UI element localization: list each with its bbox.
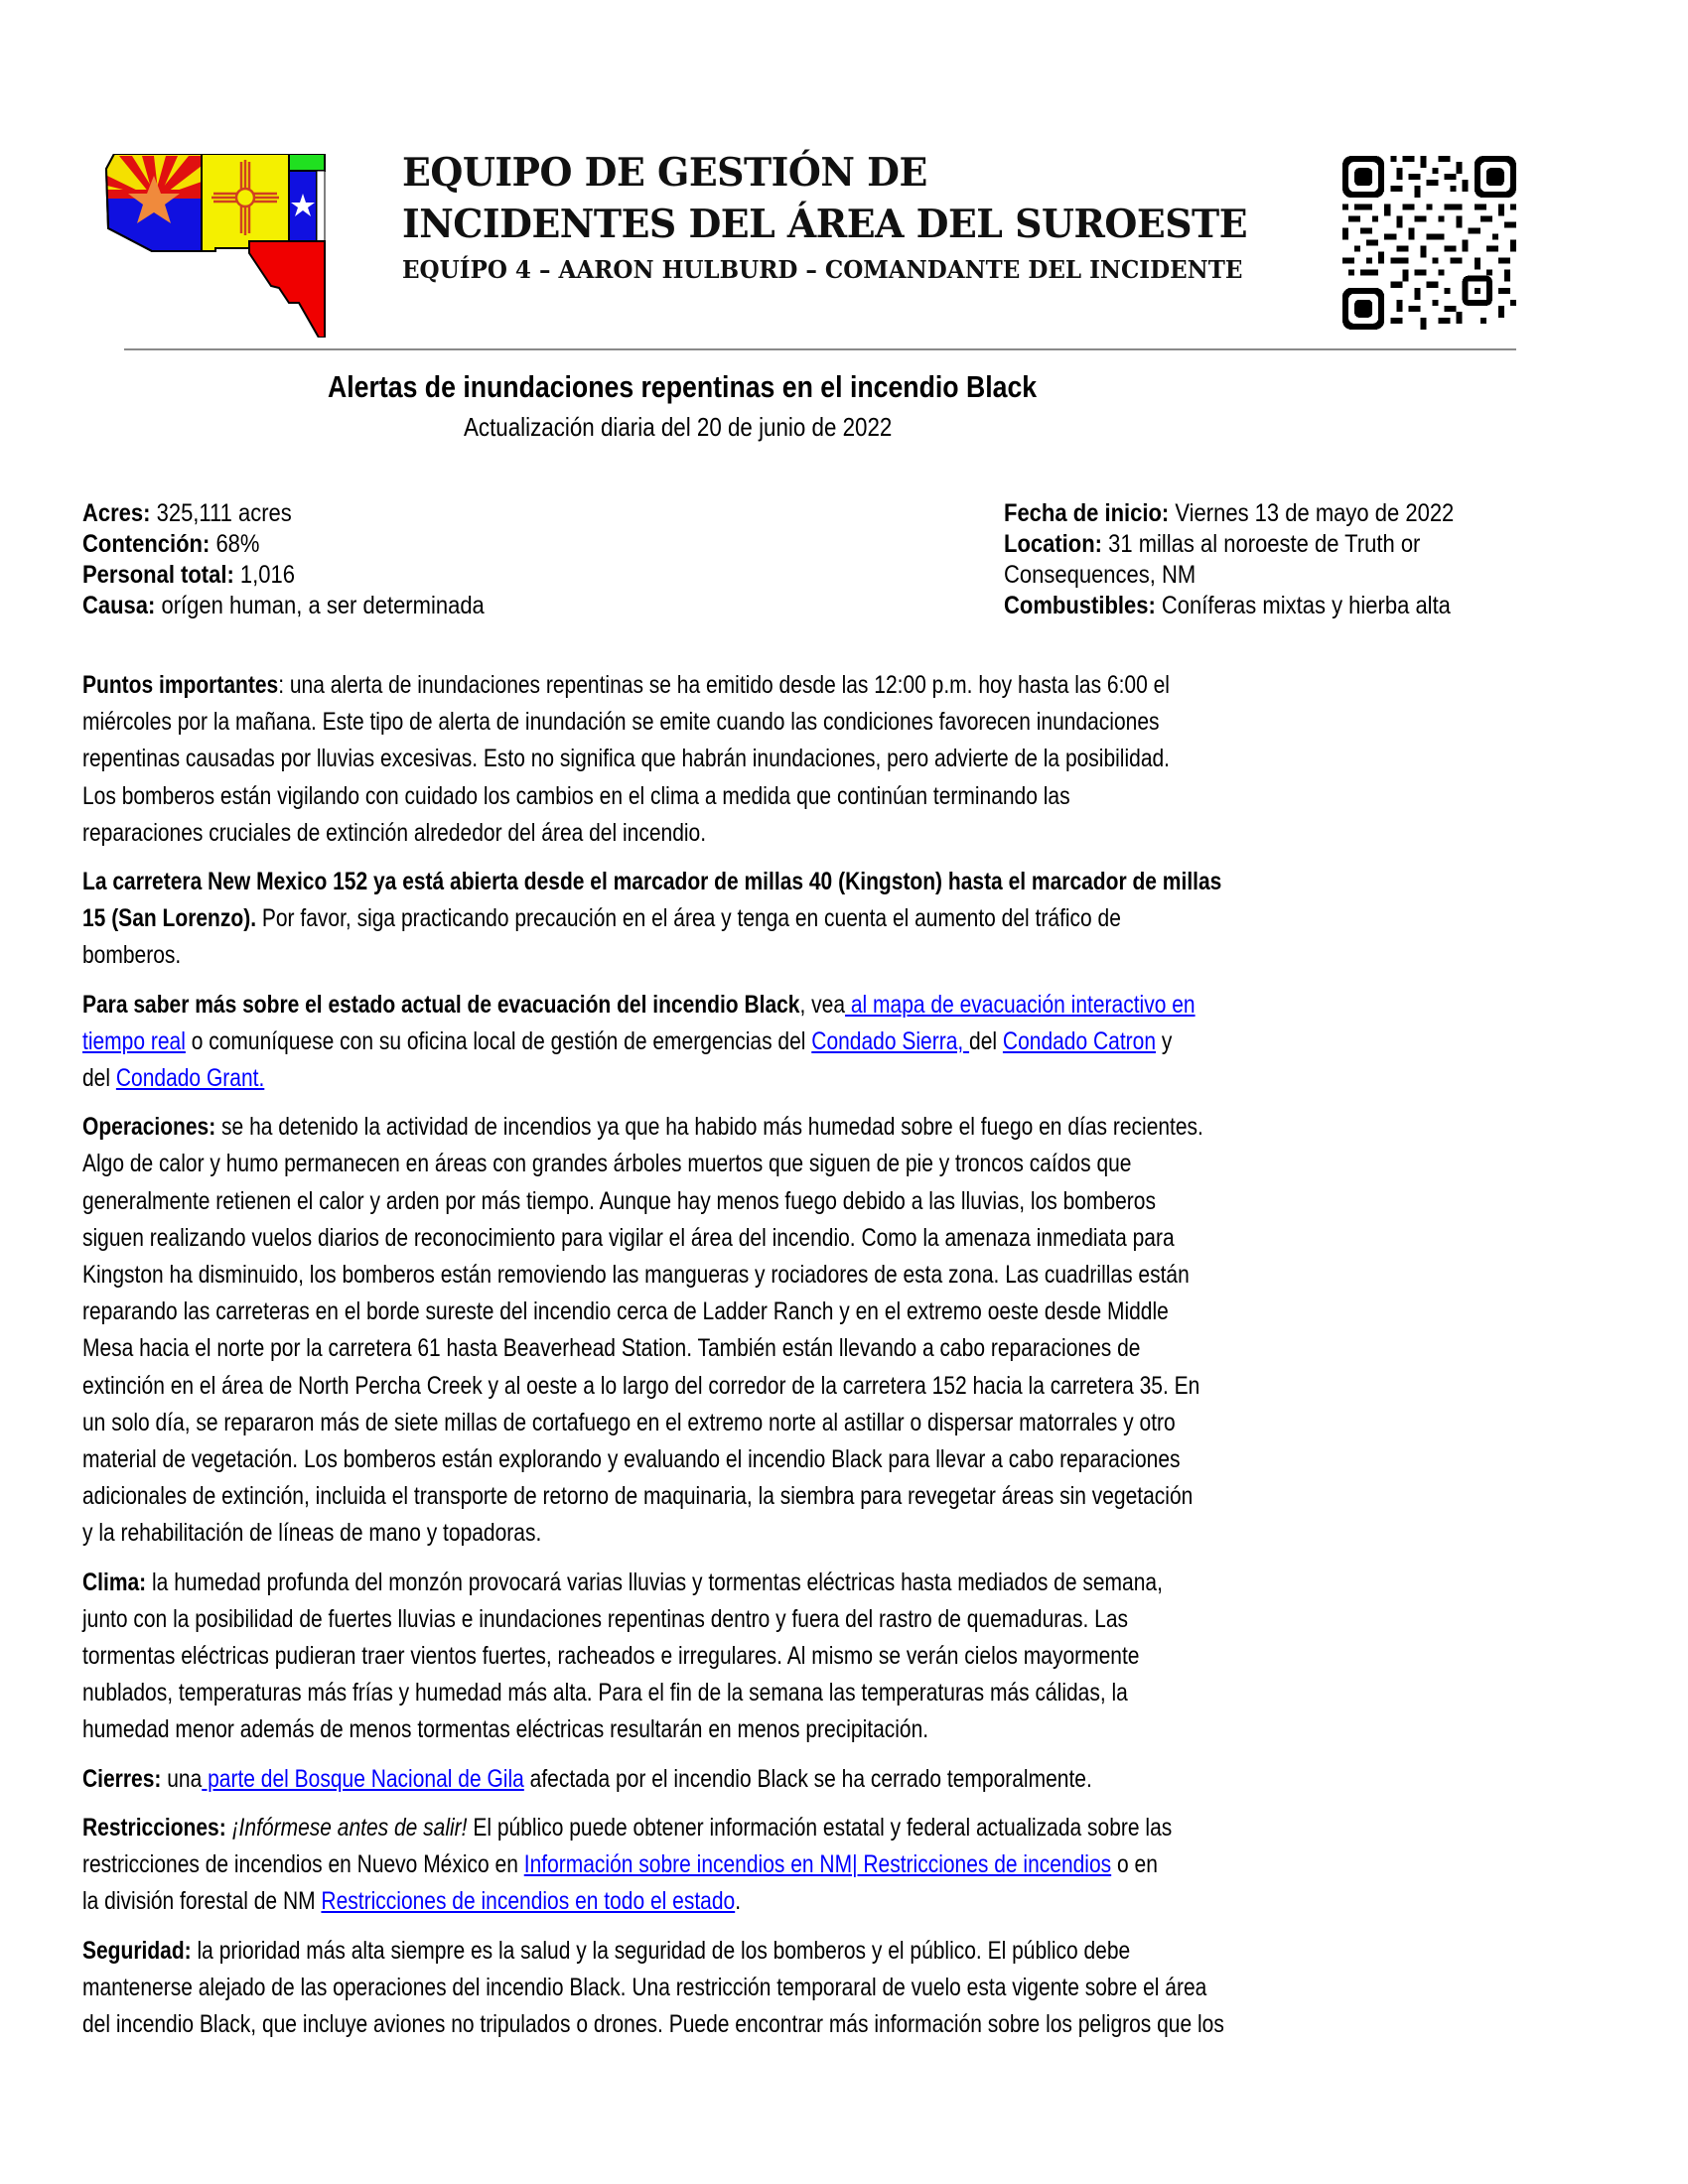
para-operations [82, 1109, 1688, 1552]
text-line: reparando las carreteras en el borde sureste del incendio cerca de Ladder Ranch y en el extremo oeste desde Middle [82, 1297, 1169, 1326]
org-name-line2: INCIDENTES DEL ÁREA DEL SUROESTE [402, 202, 1248, 247]
text-line: Kingston ha disminuido, los bomberos están removiendo las mangueras y rociadores de esta zona. Las cuadrillas están [82, 1261, 1190, 1290]
header-divider [124, 348, 1516, 350]
text-line: repentinas causadas por lluvias excesivas. Esto no significa que habrán inundaciones, pero advierte de la posibilidad. [82, 745, 1171, 773]
text-line: junto con la posibilidad de fuertes lluvias e inundaciones repentinas dentro y fuera del rastro de quemaduras. Las [82, 1604, 1129, 1633]
text-line: reparaciones cruciales de extinción alrededor del área del incendio. [82, 818, 707, 847]
page-subtitle: Actualización diaria del 20 de junio de 2022 [464, 412, 893, 442]
para-restrictions [82, 1810, 1688, 1921]
fact-value: 68% [210, 530, 260, 558]
bold-text: 15 (San Lorenzo). [82, 904, 257, 933]
fact-location [1004, 529, 1510, 560]
text-line: del incendio Black, que incluye aviones no tripulados o drones. Puede encontrar más información sobre los peligros que los [82, 2009, 1224, 2038]
text-line: material de vegetación. Los bomberos están explorando y evaluando el incendio Black para llevar a cabo reparaciones [82, 1445, 1181, 1474]
fact-personnel [82, 560, 607, 591]
fact-label: Personal total: [82, 561, 234, 589]
text-line: una [161, 1764, 203, 1793]
text-line: del [969, 1026, 1003, 1055]
fact-value: 325,111 acres [150, 499, 292, 527]
grant-county-link[interactable]: Condado Grant. [115, 1064, 265, 1093]
text-line: Algo de calor y humo permanecen en áreas con grandes árboles muertos que siguen de pie y troncos caídos que [82, 1150, 1132, 1178]
text-line: y la rehabilitación de líneas de mano y topadoras. [82, 1519, 542, 1548]
fire-facts-left [82, 498, 678, 621]
text-line: El público puede obtener información estatal y federal actualizada sobre las [467, 1813, 1173, 1842]
para-closures [82, 1761, 1688, 1798]
text-line: humedad menor además de menos tormentas eléctricas resultarán en menos precipitación. [82, 1715, 929, 1744]
text-line: restricciones de incendios en Nuevo México en [82, 1850, 524, 1879]
org-name-line1: EQUIPO DE GESTIÓN DE [402, 150, 927, 196]
text-line: Mesa hacia el norte por la carretera 61 hasta Beaverhead Station. También están llevando a cabo reparaciones de [82, 1334, 1141, 1363]
para-highlights [82, 667, 1688, 852]
text-line: o en [1111, 1850, 1158, 1879]
text-line: generalmente retienen el calor y arden por más tiempo. Aunque hay menos fuego debido a las lluvias, los bomberos [82, 1186, 1156, 1215]
text-line: Los bomberos están vigilando con cuidado los cambios en el clima a medida que continúan terminando las [82, 781, 1070, 810]
fact-cause [82, 591, 607, 621]
fact-value: 31 millas al noroeste de Truth or [1102, 530, 1421, 558]
text-line: miércoles por la mañana. Este tipo de alerta de inundación se emite cuando las condiciones favorecen inundaciones [82, 708, 1160, 737]
text-line: bomberos. [82, 941, 182, 970]
text-line: la prioridad más alta siempre es la salud y la seguridad de los bomberos y el público. El público debe [191, 1936, 1131, 1965]
text-line: y [1156, 1026, 1173, 1055]
text-line: , vea [799, 990, 846, 1019]
fact-value: Coníferas mixtas y hierba alta [1155, 592, 1451, 619]
fact-label: Acres: [82, 499, 151, 527]
fact-value: Viernes 13 de mayo de 2022 [1169, 499, 1455, 527]
fact-label: Location: [1004, 530, 1102, 558]
gila-forest-link[interactable]: parte del Bosque Nacional de Gila [202, 1764, 524, 1793]
text-line: extinción en el área de North Percha Creek y al oeste a lo largo del corredor de la carretera 152 hacia la carretera 35. En [82, 1371, 1200, 1400]
fact-value: orígen human, a ser determinada [155, 592, 485, 619]
text-line: un solo día, se repararon más de siete millas de cortafuego en el extremo norte al astillar o dispersar matorrales y otro [82, 1408, 1176, 1436]
fact-location-cont [1004, 560, 1510, 591]
para-safety [82, 1933, 1688, 2044]
southwest-states-flags-logo [104, 154, 352, 338]
fact-fuels [1004, 591, 1510, 621]
section-label: Operaciones: [82, 1113, 216, 1142]
section-label: Puntos importantes [82, 671, 279, 699]
text-line: se ha detenido la actividad de incendios ya que ha habido más humedad sobre el fuego en días recientes. [215, 1113, 1203, 1142]
fact-label: Fecha de inicio: [1004, 499, 1170, 527]
text-line: : una alerta de inundaciones repentinas se ha emitido desde las 12:00 p.m. hoy hasta las 6:00 el [278, 671, 1170, 699]
para-evacuation [82, 987, 1688, 1098]
section-label: Cierres: [82, 1764, 162, 1793]
fact-label: Causa: [82, 592, 156, 619]
fact-containment [82, 529, 607, 560]
document-body [82, 667, 1688, 2055]
header-block [402, 147, 1278, 290]
text-line: . [735, 1887, 742, 1916]
italic-text: ¡Infórmese antes de salir! [225, 1813, 468, 1842]
text-line: Por favor, siga practicando precaución en el área y tenga en cuenta el aumento del tráfico de [256, 904, 1121, 933]
fire-facts-right [1004, 498, 1580, 621]
evacuation-map-link-cont[interactable]: tiempo real [82, 1026, 186, 1055]
nm-fire-info-link[interactable]: Información sobre incendios en NM| Restricciones de incendios [523, 1850, 1112, 1879]
statewide-restrictions-link[interactable]: Restricciones de incendios en todo el estado [321, 1887, 736, 1916]
text-line: adicionales de extinción, incluida el transporte de retorno de maquinaria, la siembra para revegetar áreas sin vegetación [82, 1482, 1194, 1511]
fact-value: Consequences, NM [1004, 561, 1196, 589]
section-label: Clima: [82, 1568, 147, 1596]
page-title: Alertas de inundaciones repentinas en el incendio Black [328, 369, 1038, 404]
fact-label: Contención: [82, 530, 211, 558]
text-line: la humedad profunda del monzón provocará varias lluvias y tormentas eléctricas hasta mediados de semana, [146, 1568, 1163, 1596]
text-line: tormentas eléctricas pudieran traer vientos fuertes, racheados e irregulares. Al mismo se verán cielos mayormente [82, 1642, 1140, 1671]
fact-label: Combustibles: [1004, 592, 1156, 619]
section-label: Seguridad: [82, 1936, 192, 1965]
fact-acres [82, 498, 607, 529]
text-line: afectada por el incendio Black se ha cerrado temporalmente. [523, 1764, 1092, 1793]
catron-county-link[interactable]: Condado Catron [1002, 1026, 1157, 1055]
sierra-county-link[interactable]: Condado Sierra, [811, 1026, 970, 1055]
bold-text: La carretera New Mexico 152 ya está abierta desde el marcador de millas 40 (Kingston) hasta el marcador de millas [82, 868, 1222, 896]
team-commander-line: EQUÍPO 4 – AARON HULBURD – COMANDANTE DEL INCIDENTE [402, 255, 1243, 284]
text-line: mantenerse alejado de las operaciones del incendio Black. Una restricción temporaral de vuelo esta vigente sobre el área [82, 1973, 1207, 2001]
para-road-open [82, 864, 1688, 975]
evacuation-map-link[interactable]: al mapa de evacuación interactivo en [845, 990, 1196, 1019]
text-line: siguen realizando vuelos diarios de reconocimiento para vigilar el área del incendio. Como la amenaza inmediata para [82, 1223, 1175, 1252]
fact-start-date [1004, 498, 1510, 529]
text-line: del [82, 1064, 116, 1093]
fact-value: 1,016 [233, 561, 295, 589]
text-line: nublados, temperaturas más frías y humedad más alta. Para el fin de la semana las temperaturas más cálidas, la [82, 1679, 1128, 1707]
para-weather [82, 1565, 1688, 1749]
qr-code-icon [1342, 156, 1516, 330]
text-line: la división forestal de NM [82, 1887, 322, 1916]
section-label: Restricciones: [82, 1813, 226, 1842]
text-line: o comuníquese con su oficina local de gestión de emergencias del [185, 1026, 812, 1055]
bold-text: Para saber más sobre el estado actual de evacuación del incendio Black [82, 990, 800, 1019]
